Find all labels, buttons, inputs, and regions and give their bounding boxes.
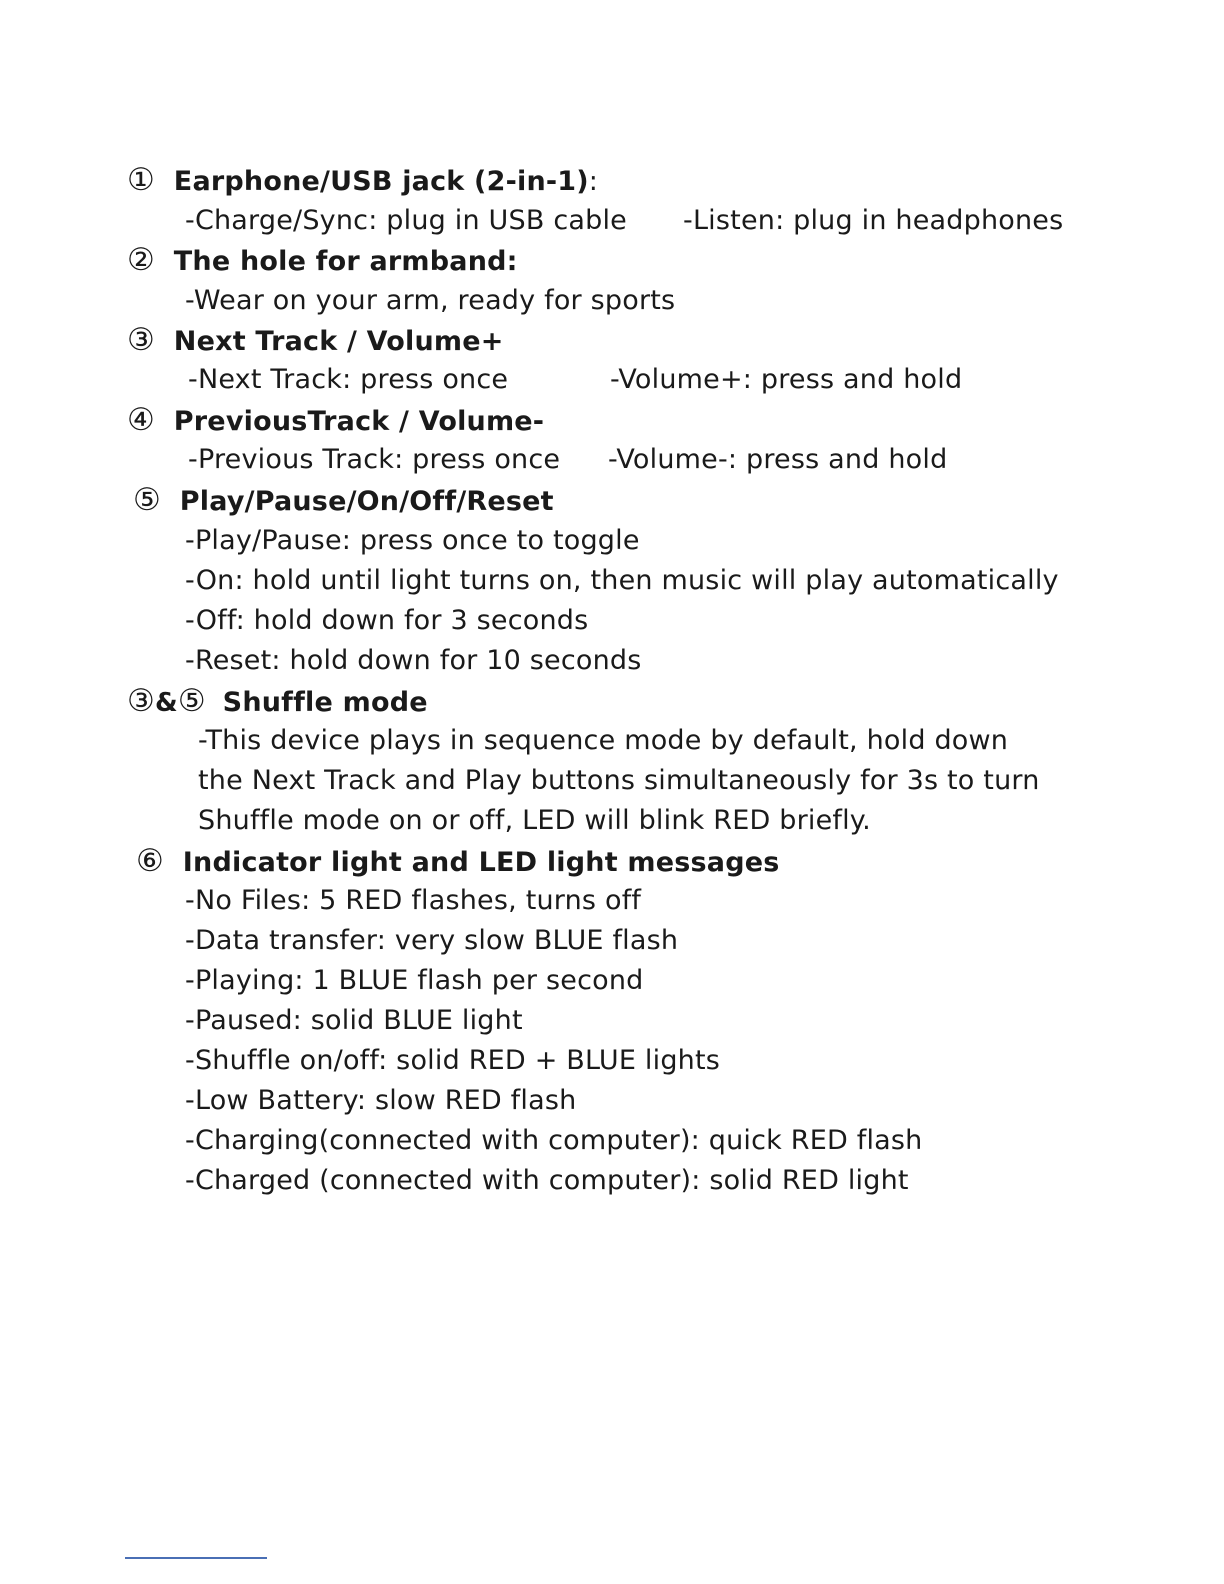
circled-number-3: ③	[127, 683, 155, 719]
section-3-line-right: -Volume+: press and hold	[610, 364, 963, 395]
shuffle-title: Shuffle mode	[222, 687, 428, 718]
circled-number-5: ⑤	[133, 482, 161, 518]
shuffle-heading	[127, 685, 428, 719]
led-message-line: -Low Battery: slow RED flash	[185, 1085, 577, 1116]
section-1-line-left: -Charge/Sync: plug in USB cable	[185, 205, 627, 236]
section-5-line: -Reset: hold down for 10 seconds	[185, 645, 642, 676]
circled-number-1: ①	[127, 162, 155, 198]
footer-divider	[125, 1557, 267, 1559]
section-6-heading	[136, 845, 780, 879]
circled-number-2: ②	[127, 242, 155, 278]
led-message-line: -Playing: 1 BLUE flash per second	[185, 965, 644, 996]
section-4-line-left: -Previous Track: press once	[188, 444, 561, 475]
section-3-title: Next Track / Volume+	[173, 326, 504, 357]
section-1-heading	[127, 164, 598, 198]
circled-number-4: ④	[127, 402, 155, 438]
section-4-heading	[127, 404, 544, 438]
led-message-line: -Paused: solid BLUE light	[185, 1005, 523, 1036]
section-1-colon: :	[588, 166, 599, 197]
section-4-title: PreviousTrack / Volume-	[173, 406, 545, 437]
led-message-line: -Shuffle on/off: solid RED + BLUE lights	[185, 1045, 721, 1076]
circled-number-5: ⑤	[177, 683, 206, 719]
section-5-line: -Off: hold down for 3 seconds	[185, 605, 589, 636]
section-5-title: Play/Pause/On/Off/Reset	[179, 486, 554, 517]
led-message-line: -No Files: 5 RED flashes, turns off	[185, 885, 642, 916]
shuffle-line: Shuffle mode on or off, LED will blink RED briefly.	[198, 805, 871, 836]
circled-number-3: ③	[127, 322, 155, 358]
section-5-line: -On: hold until light turns on, then music will play automatically	[185, 565, 1059, 596]
circled-number-6: ⑥	[136, 843, 164, 879]
led-message-line: -Data transfer: very slow BLUE flash	[185, 925, 679, 956]
section-2-heading	[127, 244, 518, 278]
section-3-heading	[127, 324, 504, 358]
ampersand: &	[155, 688, 178, 718]
section-2-line: -Wear on your arm, ready for sports	[185, 285, 676, 316]
section-1-title: Earphone/USB jack (2-in-1)	[173, 166, 589, 197]
shuffle-line: the Next Track and Play buttons simultaneously for 3s to turn	[198, 765, 1040, 796]
section-5-heading	[133, 484, 554, 518]
section-1-line-right: -Listen: plug in headphones	[683, 205, 1064, 236]
section-5-line: -Play/Pause: press once to toggle	[185, 525, 640, 556]
shuffle-line: -This device plays in sequence mode by default, hold down	[198, 725, 1009, 756]
led-message-line: -Charging(connected with computer): quick RED flash	[185, 1125, 923, 1156]
section-3-line-left: -Next Track: press once	[188, 364, 509, 395]
section-6-title: Indicator light and LED light messages	[182, 847, 780, 878]
section-2-title: The hole for armband:	[173, 246, 518, 277]
section-4-line-right: -Volume-: press and hold	[608, 444, 948, 475]
led-message-line: -Charged (connected with computer): solid RED light	[185, 1165, 909, 1196]
